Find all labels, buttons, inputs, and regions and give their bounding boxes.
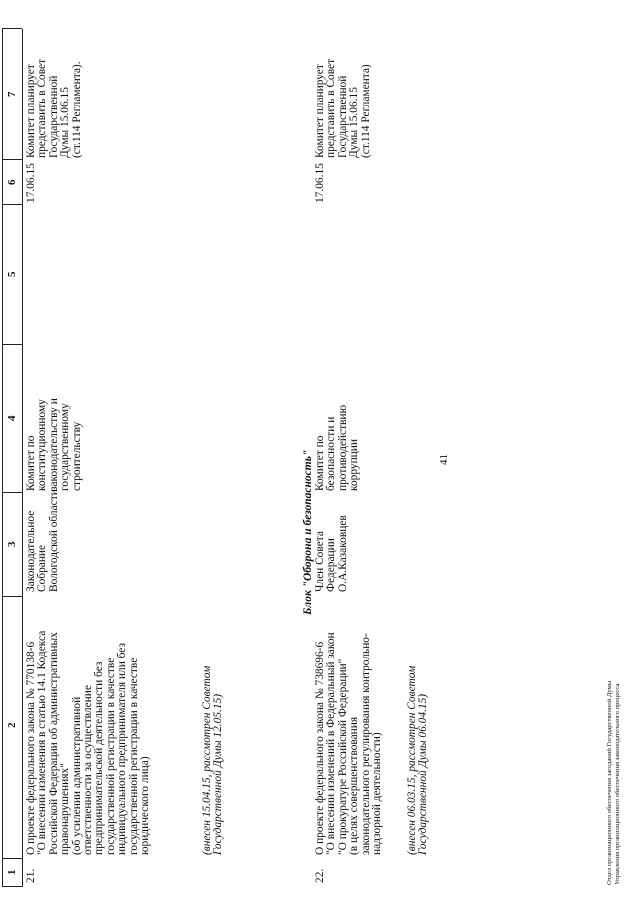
row-number: 21. xyxy=(25,868,37,883)
column-header: 7 xyxy=(6,91,18,97)
bill-title: О проекте федерального закона № 738696-6 "О внесении изменений в Федеральный закон "О прокуратуре Российской Федерации" (в целях совершенствования законодательного регулирования контрольно- надзорной деятельности) xyxy=(314,632,384,855)
page-number: 41 xyxy=(438,454,450,465)
committee-plan: Комитет планирует представить в Совет Государственной Думы 15.06.15 (ст.114 Регламента). xyxy=(25,58,83,158)
col-divider xyxy=(2,159,22,160)
col-divider xyxy=(2,492,22,493)
column-header: 5 xyxy=(6,271,18,277)
column-header: 2 xyxy=(6,722,18,728)
table-header-border xyxy=(22,29,23,887)
committee-plan: Комитет планирует представить в Совет Государственной Думы 15.06.15 (ст.114 Регламента) xyxy=(314,58,372,158)
footer-line: Управления организационного обеспечения законодательного процесса xyxy=(614,683,621,885)
date: 17.06.15 xyxy=(314,163,326,203)
bill-status-note: (внесен 06.03.15, рассмотрен Советом Государственной Думы 06.04.15) xyxy=(406,665,430,855)
col-divider xyxy=(2,344,22,345)
col-divider xyxy=(2,858,22,859)
date: 17.06.15 xyxy=(25,163,37,203)
block-title: Блок "Оборона и безопасность" xyxy=(302,449,314,615)
row-number: 22. xyxy=(314,868,326,883)
bill-title: О проекте федерального закона № 770138-6 "О внесении изменения в статью 14.1 Кодекса Российской Федерации об административных правонарушениях" (об усилении административной ответственности за осуществление предпринимательской деятельности без государственной регистрации в качестве индивидуального предпринимателя или без государственной регистрации в качестве юридического лица) xyxy=(25,630,152,855)
col-divider xyxy=(2,28,22,29)
bill-author: Законодательное Собрание Вологодской области xyxy=(25,489,60,592)
footer-line: Отдел организационного обеспечения заседаний Государственной Думы xyxy=(606,680,613,885)
col-divider xyxy=(2,886,22,887)
column-header: 4 xyxy=(6,415,18,421)
responsible-committee: Комитет по конституционному законодательству и государственному строительству xyxy=(25,398,83,491)
column-header: 3 xyxy=(6,541,18,547)
responsible-committee: Комитет по безопасности и противодействию коррупции xyxy=(314,404,361,491)
bill-author: Член Совета Федерации О.А.Казаковцев xyxy=(314,515,349,592)
table-top-border xyxy=(2,29,3,887)
column-header: 6 xyxy=(6,179,18,185)
col-divider xyxy=(2,204,22,205)
column-header: 1 xyxy=(6,869,18,875)
bill-status-note: (внесен 15.04.15, рассмотрен Советом Государственной Думы 12.05.15) xyxy=(201,665,225,855)
col-divider xyxy=(2,596,22,597)
